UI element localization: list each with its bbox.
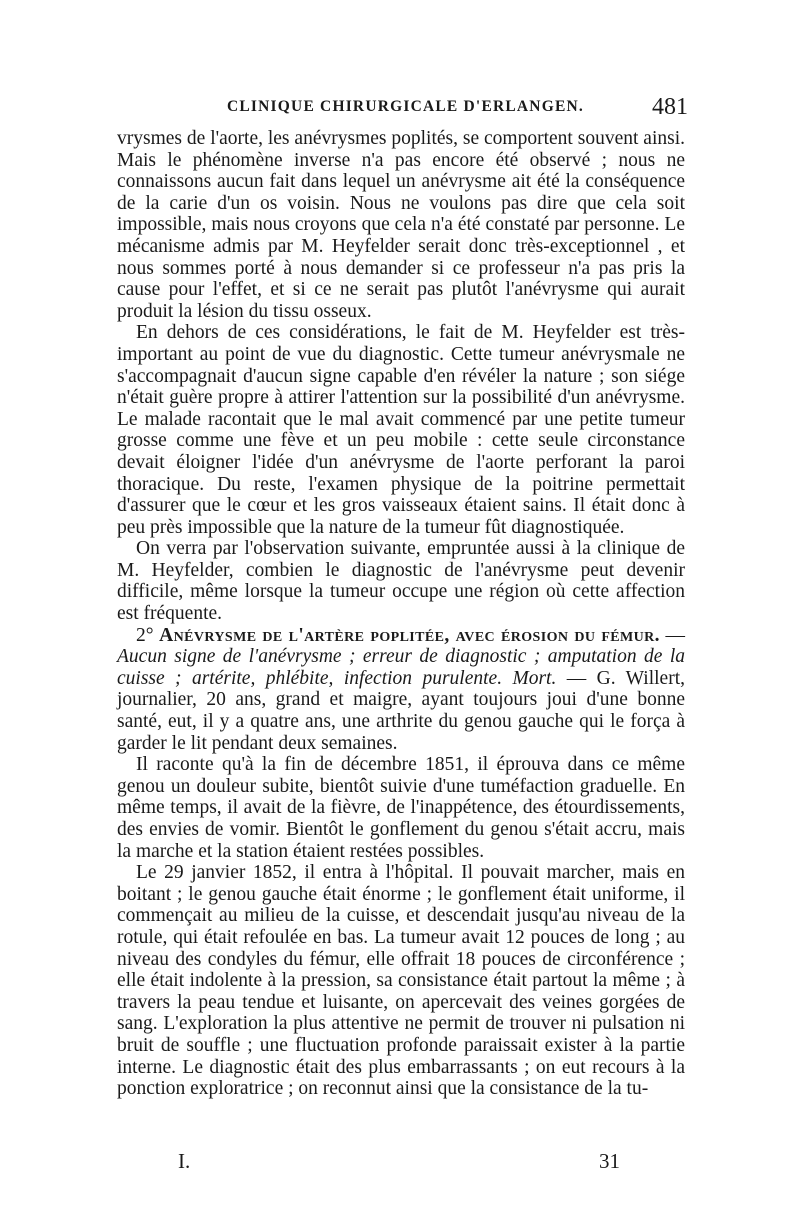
running-head <box>117 96 688 126</box>
page-number: 481 <box>652 94 688 120</box>
case-number: 2° <box>136 624 154 646</box>
case-text: — G. Willert, journalier, 20 ans, grand et maigre, ayant toujours joui d'une bonne santé, eut, il y a quatre ans, une arthrite du genou gauche qui le força à garder le lit pendant deux semaines. <box>117 667 685 754</box>
gathering-number: 31 <box>599 1149 620 1173</box>
page-footer <box>178 1149 620 1179</box>
paragraph-transition: On verra par l'observation suivante, empruntée aussi à la clinique de M. Heyfelder, combien le diagnostic de l'anévrysme peut devenir difficile, même lorsque la tumeur occupe une région où cette affection est fréquente. <box>117 538 685 625</box>
case-dash: — <box>659 624 686 646</box>
running-title: CLINIQUE CHIRURGICALE D'ERLANGEN. <box>227 98 584 115</box>
body-text <box>117 128 685 1100</box>
signature-mark: I. <box>178 1149 191 1173</box>
case-heading: Anévrysme de l'artère poplitée, avec érosion du fémur. <box>159 624 660 646</box>
paragraph-admission: Le 29 janvier 1852, il entra à l'hôpital. Il pouvait marcher, mais en boitant ; le genou gauche était énorme ; le gonflement était uniforme, il commençait au milieu de la cuisse, et descendait jusqu'au niveau de la rotule, qui était refoulée en bas. La tumeur avait 12 pouces de long ; au niveau des condyles du fémur, elle offrait 18 pouces de circonférence ; elle était indolente à la pression, sa consistance était partout la même ; à travers la peau tendue et luisante, on apercevait des veines gorgées de sang. L'exploration la plus attentive ne permit de trouver ni pulsation ni bruit de souffle ; une fluctuation profonde paraissait exister à la partie interne. Le diagnostic était des plus embarrassants ; on eut recours à la ponction exploratrice ; on reconnut ainsi que la consistance de la tu- <box>117 862 685 1100</box>
case-summary: Aucun signe de l'anévrysme ; erreur de diagnostic ; amputation de la cuisse ; artérite, phlébite, infection purulente. Mort. <box>117 646 685 689</box>
case-paragraph <box>117 625 685 755</box>
paragraph-history: Il raconte qu'à la fin de décembre 1851, il éprouva dans ce même genou un douleur subite, bientôt suivie d'une tuméfaction graduelle. En même temps, il avait de la fièvre, de l'inappétence, des étourdissements, des envies de vomir. Bientôt le gonflement du genou s'était accru, mais la marche et la station étaient restées possibles. <box>117 754 685 862</box>
paragraph-considerations: En dehors de ces considérations, le fait de M. Heyfelder est très-important au point de vue du diagnostic. Cette tumeur anévrysmale ne s'accompagnait d'aucun signe capable d'en révéler la nature ; son siége n'était guère propre à attirer l'attention sur la possibilité d'un anévrysme. Le malade racontait que le mal avait commencé par une petite tumeur grosse comme une fève et un peu mobile : cette seule circonstance devait éloigner l'idée d'un anévrysme de l'aorte perforant la paroi thoracique. Du reste, l'examen physique de la poitrine permettait d'assurer que le cœur et les gros vaisseaux étaient sains. Il était donc à peu près impossible que la nature de la tumeur fût diagnostiquée. <box>117 322 685 538</box>
paragraph-continuation: vrysmes de l'aorte, les anévrysmes poplités, se comportent souvent ainsi. Mais le phénomène inverse n'a pas encore été observé ; nous ne connaissons aucun fait dans lequel un anévrysme ait été la conséquence de la carie d'un os voisin. Nous ne voulons pas dire que cela soit impossible, mais nous croyons que cela n'a été constaté par personne. Le mécanisme admis par M. Heyfelder serait donc très-exceptionnel , et nous sommes porté à nous demander si ce professeur n'a pas pris la cause pour l'effet, et si ce ne serait pas plutôt l'anévrysme qui aurait produit la lésion du tissu osseux. <box>117 128 685 322</box>
